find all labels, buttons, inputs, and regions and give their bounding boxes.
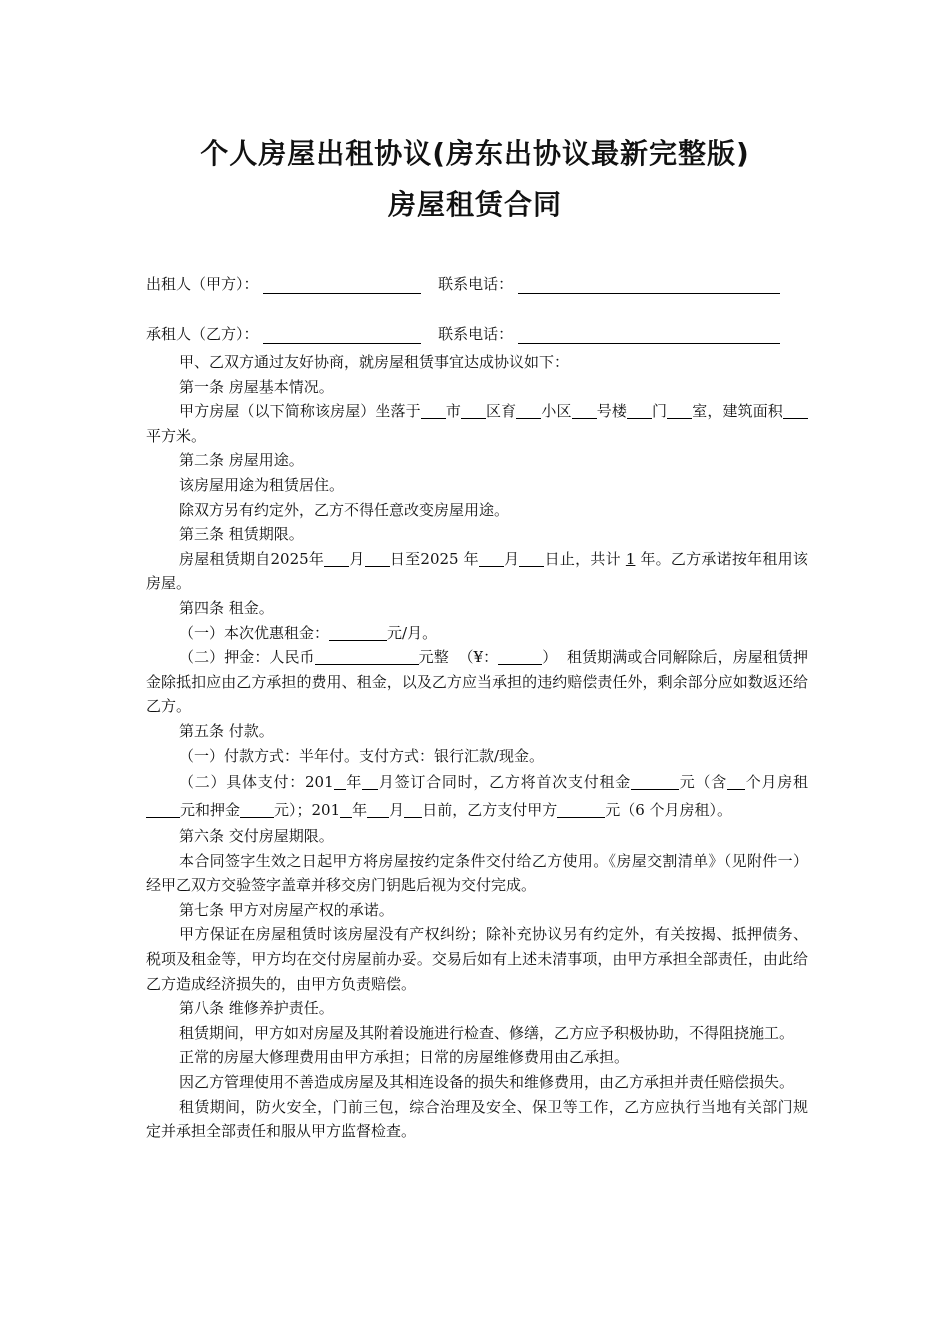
article-5-item-2: （二）具体支付：201 年 月签订合同时，乙方将首次支付租金 元（含 个月房租元和押金 元）；201 年 月 日前，乙方支付甲方 元（6 个月房租）。 [146,768,808,824]
article-8-paragraph-3: 因乙方管理使用不善造成房屋及其相连设备的损失和维修费用，由乙方承担并责任赔偿损失。 [179,1073,795,1092]
article-2-title: 第二条 房屋用途。 [179,451,304,470]
article-8-paragraph-1: 租赁期间，甲方如对房屋及其附着设施进行检查、修缮，乙方应予积极协助，不得阻挠施工。 [179,1023,795,1042]
article-1-title: 第一条 房屋基本情况。 [179,377,334,396]
article-4-title: 第四条 租金。 [179,598,274,617]
article-2-paragraph-1: 该房屋用途为租赁居住。 [179,475,345,494]
article-5-title: 第五条 付款。 [179,721,274,740]
lessor-phone-blank [518,277,780,294]
lessor-line [146,273,780,294]
lessee-line [146,323,780,344]
lessee-name-blank [263,327,421,344]
lessee-label: 承租人（乙方）： [146,325,259,343]
article-2-paragraph-2: 除双方另有约定外，乙方不得任意改变房屋用途。 [179,500,510,519]
document-subtitle: 房屋租赁合同 [387,188,562,221]
lessor-name-blank [263,277,421,294]
contract-body [146,350,808,1144]
article-4-item-1: （一）本次优惠租金： 元/月。 [179,623,438,642]
intro-paragraph: 甲、乙双方通过友好协商，就房屋租赁事宜达成协议如下： [179,353,570,371]
article-8-paragraph-2: 正常的房屋大修理费用由甲方承担；日常的房屋维修费用由乙承担。 [179,1048,630,1067]
article-6-paragraph: 本合同签字生效之日起甲方将房屋按约定条件交付给乙方使用。《房屋交割清单》（见附件一）经甲乙双方交验签字盖章并移交房门钥匙后视为交付完成。 [146,851,808,895]
article-3-title: 第三条 租赁期限。 [179,525,304,544]
article-3-paragraph: 房屋租赁期自2025年 月 日至2025 年 月 日止，共计 1 年。乙方承诺按年租用该房屋。 [146,549,808,593]
article-7-title: 第七条 甲方对房屋产权的承诺。 [179,900,394,919]
article-7-paragraph: 甲方保证在房屋租赁时该房屋没有产权纠纷；除补充协议另有约定外，有关按揭、抵押债务、税项及租金等，甲方均在交付房屋前办妥。交易后如有上述未清事项，由甲方承担全部责任，由此给乙方造成经济损失的，由甲方负责赔偿。 [146,925,808,993]
article-8-title: 第八条 维修养护责任。 [179,999,334,1018]
article-4-item-2: （二）押金：人民币 元整 （¥： ） 租赁期满或合同解除后，房屋租赁押金除抵扣应由乙方承担的费用、租金，以及乙方应当承担的违约赔偿责任外，剩余部分应如数返还给乙方。 [146,648,808,716]
document-title: 个人房屋出租协议(房东出协议最新完整版) [200,137,750,170]
article-8-paragraph-4: 租赁期间，防火安全，门前三包，综合治理及安全、保卫等工作，乙方应执行当地有关部门规定并承担全部责任和服从甲方监督检查。 [146,1097,808,1141]
article-6-title: 第六条 交付房屋期限。 [179,827,334,846]
lessor-phone-label: 联系电话： [438,275,514,293]
lessor-label: 出租人（甲方）： [146,275,259,293]
lessee-phone-blank [518,327,780,344]
article-5-item-1: （一）付款方式：半年付。支付方式：银行汇款/现金。 [179,746,545,765]
lessee-phone-label: 联系电话： [438,325,514,343]
article-1-paragraph: 甲方房屋（以下简称该房屋）坐落于 市 区育 小区 号楼 门 室，建筑面积平方米。 [146,399,808,448]
